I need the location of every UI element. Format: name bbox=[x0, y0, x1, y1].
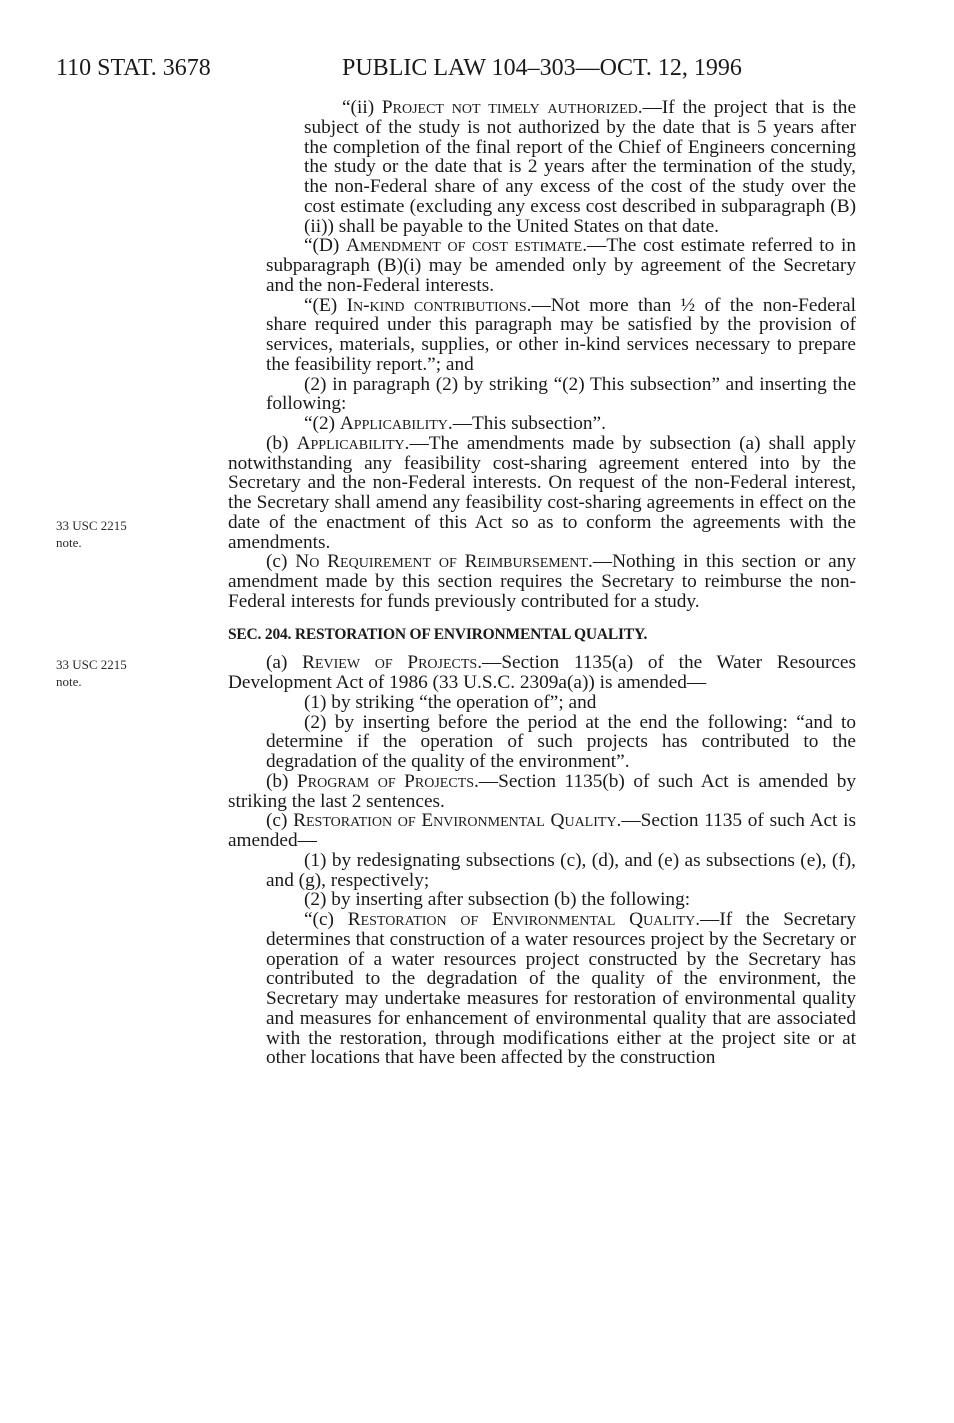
margin-note-citation: 33 USC 2215 bbox=[56, 518, 127, 533]
margin-note bbox=[56, 656, 196, 690]
caption: Applicability. bbox=[339, 413, 453, 434]
margin-note-label: note. bbox=[56, 674, 82, 689]
section-heading: SEC. 204. RESTORATION OF ENVIRONMENTAL QUALITY. bbox=[228, 625, 648, 643]
body-text bbox=[228, 98, 856, 1068]
caption: No Requirement of Reimbursement. bbox=[295, 551, 593, 573]
margin-note bbox=[56, 517, 196, 551]
caption: In-kind contributions. bbox=[346, 294, 532, 316]
paragraph-sec-b: (b) Program of Projects.—Section 1135(b) of such Act is amended by striking the last 2 sentences. bbox=[228, 770, 856, 812]
paragraph-b: (b) Applicability.—The amendments made by subsection (a) shall apply notwithstanding any feasibility cost-sharing agreement entered into by the Secretary and the non-Federal interests. On request of the non-Federal interest, the Secretary shall amend any feasibility cost-sharing agreements in effect on the date of the enactment of this Act so as to conform the agreements with the amendments. bbox=[228, 432, 856, 553]
paragraph-c: (c) No Requirement of Reimbursement.—Nothing in this section or any amendment made by this section requires the Secretary to reimburse the non-Federal interests for funds previously contributed for a study. bbox=[228, 551, 856, 612]
margin-note-label: note. bbox=[56, 535, 82, 550]
paragraph-applicability-insert: “(2) Applicability.—This subsection”. bbox=[304, 413, 606, 434]
caption: Program of Projects. bbox=[297, 770, 479, 792]
running-head: PUBLIC LAW 104–303—OCT. 12, 1996 bbox=[342, 55, 742, 81]
paragraph-2: (2) in paragraph (2) by striking “(2) This subsection” and inserting the following: bbox=[266, 373, 856, 415]
paragraph-sec-c-2: (2) by inserting after subsection (b) the following: bbox=[304, 889, 691, 911]
caption: Applicability. bbox=[296, 432, 410, 454]
caption: Restoration of Environmental Quality. bbox=[347, 909, 701, 930]
paragraph-ii: “(ii) Project not timely authorized.—If the project that is the subject of the study is not authorized by the date that is 5 years after the completion of the final report of the Chief of Engineers concerning the study or the date that is 2 years after the termination of the study, the non-Federal share of any excess of the cost of the study over the cost estimate (excluding any excess cost described in subparagraph (B)(ii)) shall be payable to the United States on that date. bbox=[304, 97, 857, 237]
paragraph-sec-c: (c) Restoration of Environmental Quality.—Section 1135 of such Act is amended— bbox=[228, 810, 856, 851]
paragraph-d: “(D) Amendment of cost estimate.—The cost estimate referred to in subparagraph (B)(i) may be amended only by agreement of the Secretary and the non-Federal interests. bbox=[266, 235, 856, 296]
paragraph-sec-a: (a) Review of Projects.—Section 1135(a) of the Water Resources Development Act of 1986 (33 U.S.C. 2309a(a)) is amended— bbox=[228, 652, 856, 693]
paragraph-sec-a-2: (2) by inserting before the period at the end the following: “and to determine if the operation of such projects has contributed to the degradation of the quality of the environment”. bbox=[266, 711, 856, 772]
caption: Restoration of Environmental Quality. bbox=[293, 810, 622, 832]
caption: Review of Projects. bbox=[302, 652, 483, 674]
paragraph-quoted-c: “(c) Restoration of Environmental Quality.—If the Secretary determines that construction of a water resources project by the Secretary or operation of a water resources project constructed by the Secretary has contributed to the degradation of the quality of the environment, the Secretary may undertake measures for restoration of environmental quality and measures for enhancement of environmental quality that are associated with the restoration, through modifications either at the project site or at other locations that have been affected by the construction bbox=[266, 909, 856, 1069]
margin-note-citation: 33 USC 2215 bbox=[56, 657, 127, 672]
page-citation: 110 STAT. 3678 bbox=[56, 55, 211, 81]
paragraph-sec-a-1: (1) by striking “the operation of”; and bbox=[304, 691, 597, 713]
paragraph-e: “(E) In-kind contributions.—Not more than ½ of the non-Federal share required under this paragraph may be satisfied by the provision of services, materials, supplies, or other in-kind services necessary to prepare the feasibility report.”; and bbox=[266, 294, 856, 375]
caption: Project not timely authorized. bbox=[381, 97, 643, 118]
paragraph-sec-c-1: (1) by redesignating subsections (c), (d), and (e) as subsections (e), (f), and (g), respectively; bbox=[266, 849, 856, 891]
caption: Amendment of cost estimate. bbox=[346, 235, 588, 257]
